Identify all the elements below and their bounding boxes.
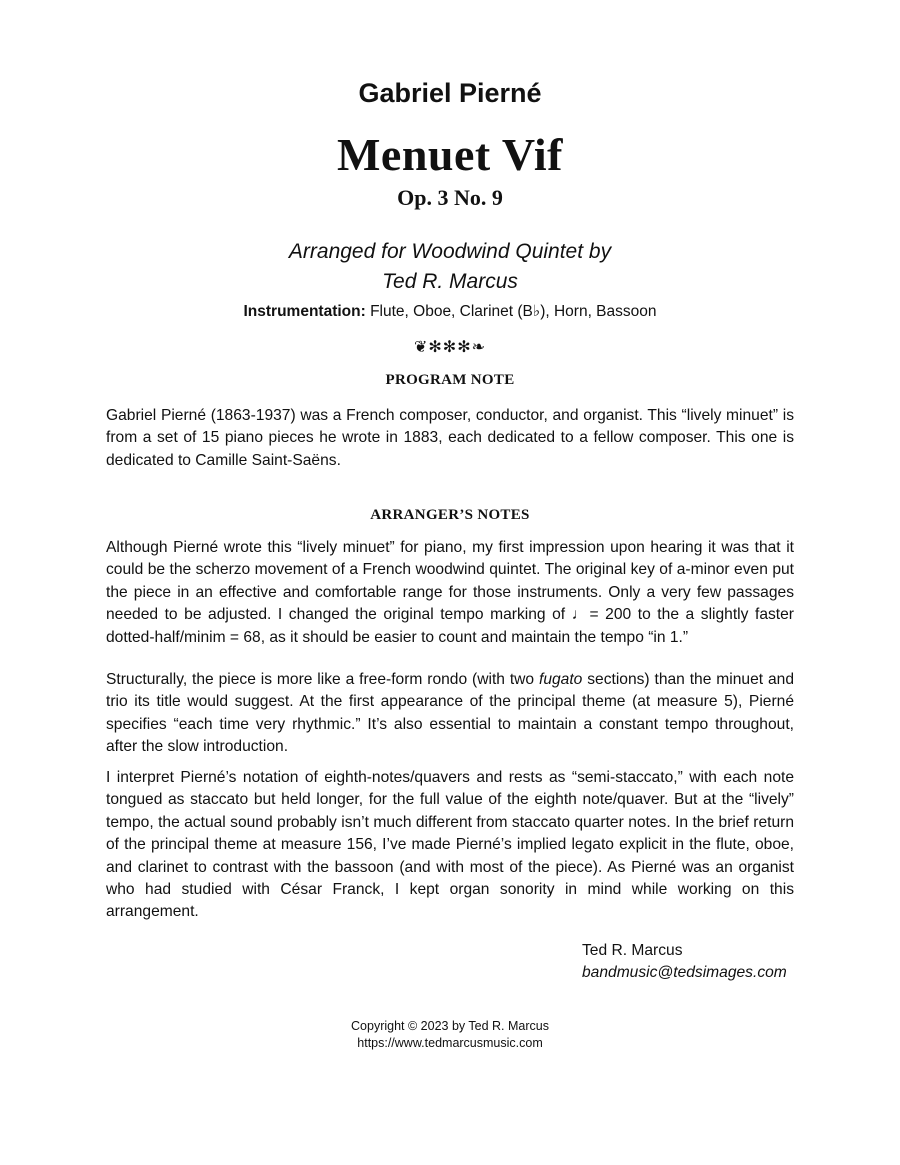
signature-block bbox=[582, 940, 787, 985]
arranger-credit bbox=[0, 237, 900, 297]
program-note-heading: PROGRAM NOTE bbox=[385, 372, 515, 388]
composer-name: Gabriel Pierné bbox=[358, 78, 542, 108]
opus-number: Op. 3 No. 9 bbox=[397, 185, 503, 210]
instrumentation bbox=[0, 302, 900, 321]
signature-email: bandmusic@tedsimages.com bbox=[582, 964, 787, 982]
arrangers-notes-paragraph-1: Although Pierné wrote this “lively minuet” for piano, my first impression upon hearing it was that it could be the scherzo movement of a French woodwind quintet. The original key of a-minor even put the piece in an effective and comfortable range for those instruments. Only a very few passages needed to be adjusted. I changed the original tempo marking of ♩= 200 to the a slightly faster dotted-half/minim = 68, as it should be easier to count and maintain the tempo “in 1.” bbox=[106, 539, 794, 646]
p2-italic: fugato bbox=[538, 671, 583, 688]
arranged-line-1: Arranged for Woodwind Quintet by bbox=[288, 240, 612, 263]
arrangers-notes-paragraph-2 bbox=[106, 669, 794, 759]
copyright-footer bbox=[0, 1018, 900, 1052]
instrumentation-label: Instrumentation: bbox=[243, 303, 366, 320]
ornament-divider-icon: ❦✻✻✻❧ bbox=[413, 339, 487, 356]
program-note-text: Gabriel Pierné (1863-1937) was a French composer, conductor, and organist. This “lively minuet” is from a set of 15 piano pieces he wrote in 1883, each dedicated to a fellow composer. This one is dedicated to Camille Saint-Saëns. bbox=[106, 407, 794, 469]
p2-after: sections) than the minuet and trio its title would suggest. At the first appearance of the principal theme (at measure 5), Pierné specifies “each time very rhythmic.” It’s also essential to maintain a constant tempo throughout, after the slow introduction. bbox=[106, 671, 794, 756]
arranged-line-2: Ted R. Marcus bbox=[382, 270, 518, 293]
website-url: https://www.tedmarcusmusic.com bbox=[357, 1036, 543, 1050]
arrangers-notes-paragraph-3: I interpret Pierné’s notation of eighth-notes/quavers and rests as “semi-staccato,” with each note tongued as staccato but held longer, for the full value of the eighth note/quaver. But at the “lively” tempo, the actual sound probably isn’t much different from staccato quarter notes. In the brief return of the principal theme at measure 156, I’ve made Pierné’s implied legato explicit in the flute, oboe, and clarinet to contrast with the bassoon (and with most of the piece). As Pierné was an organist who had studied with César Franck, I kept organ sonority in mind while working on this arrangement. bbox=[106, 769, 794, 921]
signature-name: Ted R. Marcus bbox=[582, 942, 683, 959]
arrangers-notes-heading: ARRANGER’S NOTES bbox=[370, 507, 530, 523]
instrumentation-value: Flute, Oboe, Clarinet (B♭), Horn, Bassoon bbox=[365, 303, 657, 320]
copyright-text: Copyright © 2023 by Ted R. Marcus bbox=[351, 1019, 549, 1033]
p2-before: Structurally, the piece is more like a free-form rondo (with two bbox=[106, 671, 539, 688]
piece-title: Menuet Vif bbox=[336, 129, 563, 180]
